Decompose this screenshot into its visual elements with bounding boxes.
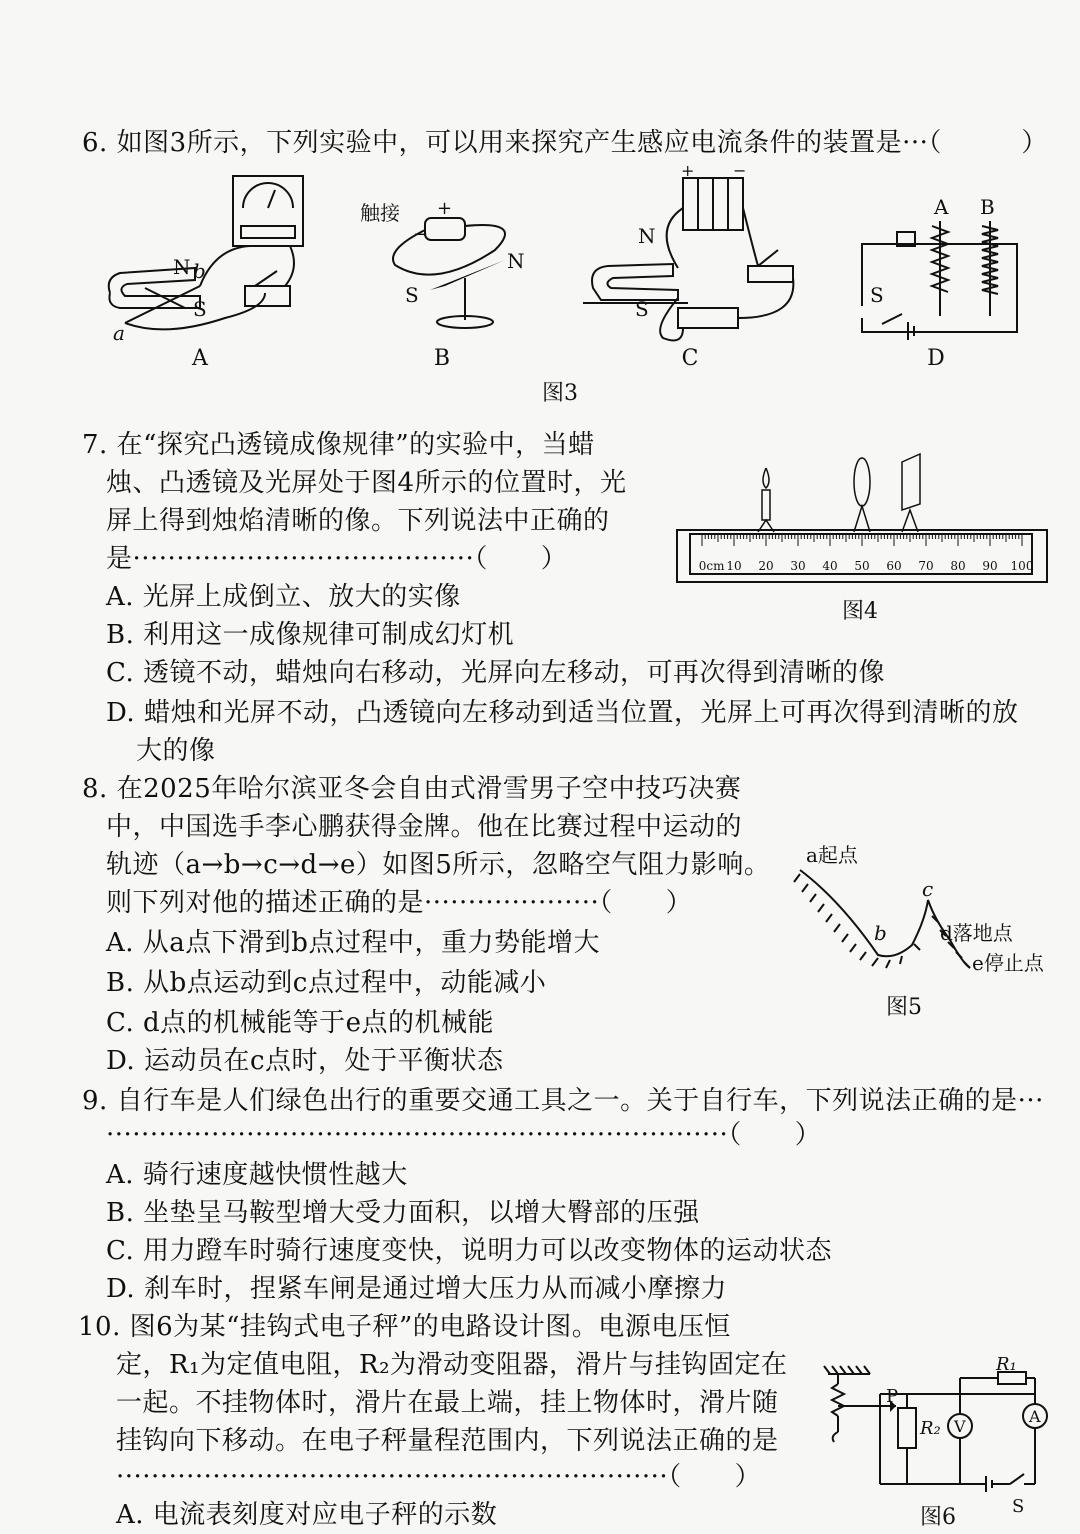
light-screen xyxy=(902,454,920,510)
fig6-label-r1: R₁ xyxy=(996,1354,1017,1375)
q9-stem: 9. 自行车是人们绿色出行的重要交通工具之一。关于自行车，下列说法正确的是··· xyxy=(82,1086,1044,1116)
q6-stem: 6. 如图3所示，下列实验中，可以用来探究产生感应电流条件的装置是···（ ） xyxy=(82,128,1048,158)
fig5-point-e: e停止点 xyxy=(972,951,1044,975)
q10-stem-line-2: 定，R₁为定值电阻，R₂为滑动变阻器，滑片与挂钩固定在 xyxy=(116,1350,788,1380)
fig3-a-wire-b: b xyxy=(193,259,206,283)
fig3-label-a: A xyxy=(192,346,208,371)
q8-option-c: C. d点的机械能等于e点的机械能 xyxy=(106,1008,495,1038)
ruler-label-60: 60 xyxy=(886,559,902,573)
q8-option-d: D. 运动员在c点时，处于平衡状态 xyxy=(106,1046,504,1076)
ruler-label-20: 20 xyxy=(758,559,774,573)
fig3-a-diagram xyxy=(105,168,305,368)
fig5-point-c: c xyxy=(922,877,934,901)
fig3-label-d: D xyxy=(927,346,945,371)
fig4-ruler-ticks xyxy=(702,534,1022,546)
q8-stem-line-4: 则下列对他的描述正确的是····················（ ） xyxy=(106,888,693,918)
fig5-point-d: d落地点 xyxy=(940,921,1013,945)
q8-option-b: B. 从b点运动到c点过程中，动能减小 xyxy=(106,968,547,998)
fig3-d-diagram xyxy=(852,196,1032,346)
ruler-label-80: 80 xyxy=(950,559,966,573)
ruler-label-50: 50 xyxy=(854,559,870,573)
fig4-ruler-labels xyxy=(699,559,1034,573)
fig5-trajectory xyxy=(790,840,1070,990)
ruler-label-100: 100 xyxy=(1010,559,1034,573)
q9-option-b: B. 坐垫呈马鞍型增大受力面积，以增大臀部的压强 xyxy=(106,1198,700,1228)
fig3-label-b: B xyxy=(433,346,451,371)
q8-stem-line-3: 轨迹（a→b→c→d→e）如图5所示，忽略空气阻力影响。 xyxy=(106,850,771,880)
fig3-b-diagram xyxy=(355,190,555,350)
q10-stem-line-5: ·······························································（ ） xyxy=(116,1462,762,1492)
q8-stem-line-2: 中，中国选手李心鹏获得金牌。他在比赛过程中运动的 xyxy=(106,812,743,842)
fig3-d-switch-s: S xyxy=(870,283,884,307)
ruler-label-10: 10 xyxy=(726,559,742,573)
fig3-c-pole-n: N xyxy=(638,224,656,248)
fig3-c-plus: + xyxy=(681,161,695,180)
fig3-c-diagram xyxy=(583,161,803,348)
fig3-b-pole-s: S xyxy=(405,283,419,307)
q7-option-a: A. 光屏上成倒立、放大的实像 xyxy=(106,582,461,612)
q9-option-d: D. 刹车时，捏紧车闸是通过增大压力从而减小摩擦力 xyxy=(106,1274,727,1304)
candle-body xyxy=(762,490,770,520)
fig3-b-minus: − xyxy=(413,224,429,245)
q7-option-c: C. 透镜不动，蜡烛向右移动，光屏向左移动，可再次得到清晰的像 xyxy=(106,658,885,688)
fig5-point-b: b xyxy=(874,921,887,945)
lens-holder xyxy=(854,506,870,532)
fig6-caption: 图6 xyxy=(920,1505,956,1530)
ruler-label-90: 90 xyxy=(982,559,998,573)
fig3-a-pole-s: S xyxy=(193,297,207,321)
fig6-voltmeter: V xyxy=(954,1417,966,1436)
convex-lens xyxy=(854,458,870,506)
fig3-c-pole-s: S xyxy=(635,297,649,321)
fig3-d-coil-b: B xyxy=(980,195,995,219)
fig6-ammeter: A xyxy=(1029,1407,1041,1426)
fig3-a-pole-n: N xyxy=(173,255,191,279)
fig3-label-c: C xyxy=(681,346,699,371)
q10-stem-line-1: 10. 图6为某“挂钩式电子秤”的电路设计图。电源电压恒 xyxy=(78,1312,731,1342)
fig3-b-touch-label: 触接 xyxy=(360,201,400,225)
fig3-a-wire-a: a xyxy=(113,321,125,345)
fig3-b-pole-n: N xyxy=(507,249,525,273)
ruler-label-0cm: 0cm xyxy=(698,559,725,573)
q9-stem-cont: ·······································································（ ） xyxy=(106,1120,822,1150)
fig3-b-plus: + xyxy=(437,198,453,219)
fig3-caption: 图3 xyxy=(542,381,578,406)
fig6-label-r2: R₂ xyxy=(920,1418,941,1439)
fig3-c-minus: − xyxy=(733,161,747,180)
q8-stem-line-1: 8. 在2025年哈尔滨亚冬会自由式滑雪男子空中技巧决赛 xyxy=(82,774,742,804)
fig4-caption: 图4 xyxy=(842,599,878,624)
q7-option-d: D. 蜡烛和光屏不动，凸透镜向左移动到适当位置，光屏上可再次得到清晰的放 xyxy=(106,698,1019,728)
q9-option-a: A. 骑行速度越快惯性越大 xyxy=(106,1160,408,1190)
fig6-switch-s: S xyxy=(1012,1496,1025,1517)
q7-option-d-cont: 大的像 xyxy=(136,736,216,766)
q7-stem-line-1: 7. 在“探究凸透镜成像规律”的实验中，当蜡 xyxy=(82,430,595,460)
q7-option-b: B. 利用这一成像规律可制成幻灯机 xyxy=(106,620,515,650)
ruler-label-70: 70 xyxy=(918,559,934,573)
q9-option-c: C. 用力蹬车时骑行速度变快，说明力可以改变物体的运动状态 xyxy=(106,1236,832,1266)
screen-holder xyxy=(902,510,918,532)
q10-stem-line-4: 挂钩向下移动。在电子秤量程范围内，下列说法正确的是 xyxy=(116,1426,779,1456)
fig4-optical-bench xyxy=(672,452,1052,592)
q8-option-a: A. 从a点下滑到b点过程中，重力势能增大 xyxy=(106,928,600,958)
q10-option-a: A. 电流表刻度对应电子秤的示数 xyxy=(116,1500,498,1530)
candle-flame xyxy=(763,468,769,488)
q7-stem-line-2: 烛、凸透镜及光屏处于图4所示的位置时，光 xyxy=(106,468,627,498)
fig5-point-a: a起点 xyxy=(806,843,858,867)
fig6-label-p: P xyxy=(886,1386,899,1407)
q7-stem-line-4: 是·······································（ ） xyxy=(106,544,568,574)
q7-stem-line-3: 屏上得到烛焰清晰的像。下列说法中正确的 xyxy=(106,506,610,536)
q10-stem-line-3: 一起。不挂物体时，滑片在最上端，挂上物体时，滑片随 xyxy=(116,1388,779,1418)
fig3-d-coil-a: A xyxy=(934,195,949,219)
ruler-label-30: 30 xyxy=(790,559,806,573)
fig5-caption: 图5 xyxy=(886,995,922,1020)
ruler-label-40: 40 xyxy=(822,559,838,573)
